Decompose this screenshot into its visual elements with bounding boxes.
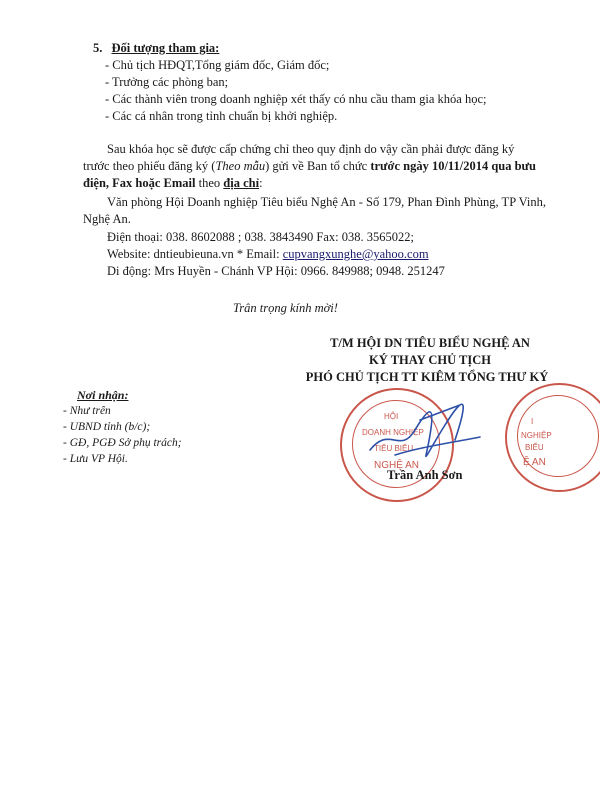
mobile-line: Di động: Mrs Huyền - Chánh VP Hội: 0966. 849988; 0948. 251247 bbox=[107, 264, 445, 278]
recipient-item: - UBND tỉnh (b/c); bbox=[63, 421, 151, 433]
section-number: 5. bbox=[93, 41, 103, 55]
email-link[interactable]: cupvangxunghe@yahoo.com bbox=[282, 247, 429, 261]
paragraph-italic: Theo mẫu bbox=[215, 159, 266, 173]
paragraph-bold: địa chỉ bbox=[223, 176, 260, 190]
section-title: Đối tượng tham gia: bbox=[111, 41, 220, 55]
address-line: Nghệ An. bbox=[83, 212, 131, 226]
paragraph-line: Sau khóa học sẽ được cấp chứng chỉ theo quy định do vậy cần phải được đăng ký bbox=[107, 142, 515, 156]
seal-line: I bbox=[531, 417, 534, 426]
list-item: - Các thành viên trong doanh nghiệp xét thấy có nhu cầu tham gia khóa học; bbox=[105, 92, 487, 106]
paragraph-line bbox=[83, 175, 263, 191]
seal-line: NGHỆ AN bbox=[374, 460, 420, 471]
handwritten-signature bbox=[360, 395, 490, 475]
signature-title: T/M HỘI DN TIÊU BIỂU NGHỆ AN bbox=[330, 336, 530, 350]
paragraph-bold: trước ngày 10/11/2014 qua bưu bbox=[370, 159, 537, 173]
section-heading bbox=[93, 40, 219, 56]
closing-text: Trân trọng kính mời! bbox=[233, 301, 338, 315]
seal-line: DOANH NGHIỆP bbox=[362, 428, 424, 437]
address-line: Văn phòng Hội Doanh nghiệp Tiêu biểu Nghệ An - Số 179, Phan Đình Phùng, TP Vinh, bbox=[107, 195, 546, 209]
seal-line: TIÊU BIỂU bbox=[374, 444, 414, 453]
list-item: - Các cá nhân trong tỉnh chuẩn bị khởi nghiệp. bbox=[105, 109, 338, 123]
seal-line: Ệ AN bbox=[523, 457, 546, 468]
paragraph-text: : bbox=[259, 176, 263, 190]
phone-line: Điện thoại: 038. 8602088 ; 038. 3843490 Fax: 038. 3565022; bbox=[107, 230, 414, 244]
list-item: - Chủ tịch HĐQT,Tổng giám đốc, Giám đốc; bbox=[105, 58, 330, 72]
website-line bbox=[107, 246, 429, 262]
recipients-label: Nơi nhận: bbox=[77, 388, 129, 402]
paragraph-text: trước theo phiếu đăng ký ( bbox=[83, 159, 216, 173]
signer-name: Trần Anh Sơn bbox=[387, 468, 463, 482]
paragraph-text: ) gửi về Ban tổ chức bbox=[265, 159, 371, 173]
signature-subtitle: KÝ THAY CHỦ TỊCH bbox=[369, 353, 491, 367]
recipient-item: - Như trên bbox=[63, 405, 111, 417]
recipient-item: - Lưu VP Hội. bbox=[63, 453, 128, 465]
list-item: - Trưởng các phòng ban; bbox=[105, 75, 229, 89]
seal-stamp-right bbox=[505, 383, 600, 492]
website-text: Website: dntieubieuna.vn * Email: bbox=[107, 247, 283, 261]
paragraph-bold: điện, Fax hoặc Email bbox=[83, 176, 196, 190]
signature-position: PHÓ CHỦ TỊCH TT KIÊM TỔNG THƯ KÝ bbox=[305, 370, 549, 384]
paragraph-line bbox=[83, 158, 536, 174]
seal-line: BIỂU bbox=[525, 443, 544, 452]
recipient-item: - GĐ, PGĐ Sở phụ trách; bbox=[63, 437, 182, 449]
paragraph-text: theo bbox=[195, 176, 224, 190]
seal-line: NGHIỆP bbox=[521, 431, 552, 440]
seal-line: HỘI bbox=[384, 412, 399, 421]
